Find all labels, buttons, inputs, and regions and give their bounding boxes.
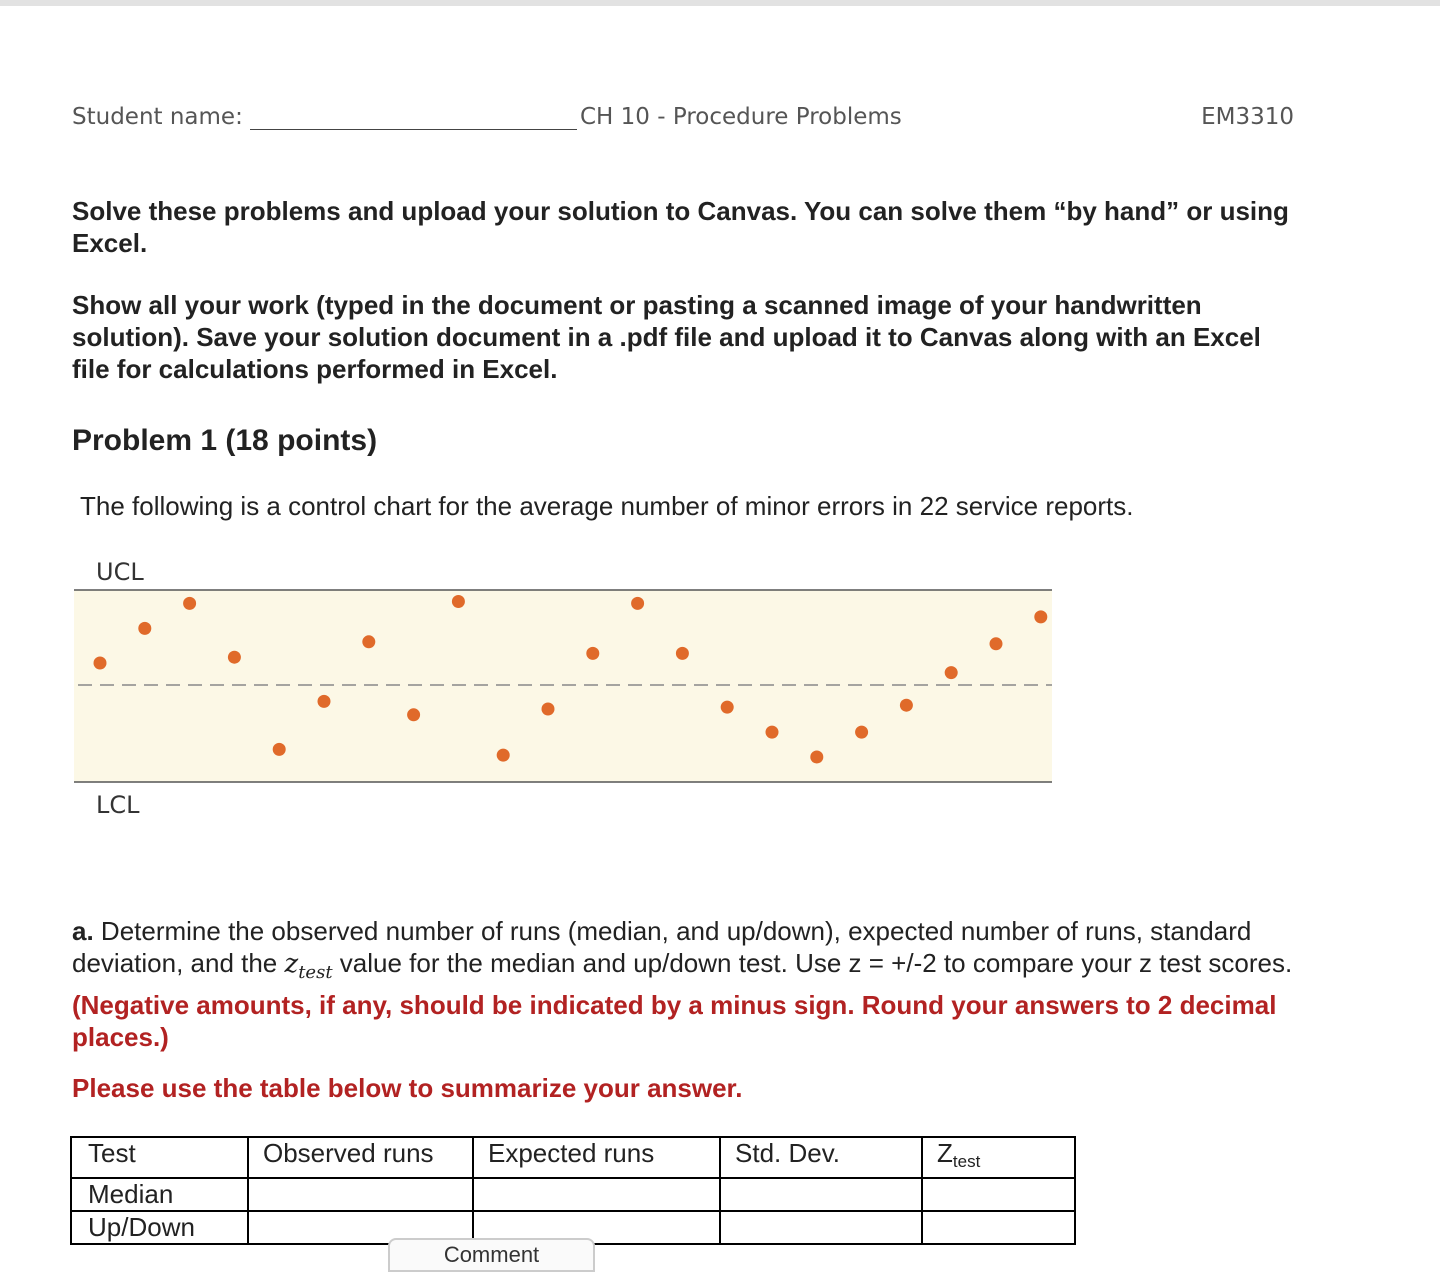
data-point-11 [542, 703, 555, 716]
data-point-8 [407, 708, 420, 721]
instructions-paragraph-1: Solve these problems and upload your solution to Canvas. You can solve them “by hand” or using Excel. [72, 196, 1289, 258]
control-chart [70, 545, 1060, 835]
data-point-3 [183, 597, 196, 610]
header-observed-runs: Observed runs [248, 1137, 473, 1178]
data-point-14 [676, 647, 689, 660]
ucl-label: UCL [96, 558, 144, 586]
question-a-label: a. [72, 916, 94, 946]
table-row [71, 1178, 1075, 1211]
data-point-4 [228, 651, 241, 664]
z-test-symbol [284, 949, 333, 984]
table-header-row [71, 1137, 1075, 1178]
document-title: CH 10 - Procedure Problems [580, 104, 902, 130]
header-z-test [922, 1137, 1075, 1178]
data-point-20 [945, 666, 958, 679]
data-point-12 [586, 647, 599, 660]
z-subscript: test [298, 962, 333, 984]
course-code: EM3310 [1201, 104, 1294, 130]
answer-table [70, 1136, 1076, 1245]
header-expected-runs: Expected runs [473, 1137, 720, 1178]
median-std-dev-cell[interactable] [720, 1178, 922, 1211]
data-point-22 [1034, 610, 1047, 623]
data-point-16 [766, 726, 779, 739]
question-a-text-2: value for the median and up/down test. Use z = +/-2 to compare your z test scores. [332, 948, 1293, 978]
median-observed-cell[interactable] [248, 1178, 473, 1211]
problem-description: The following is a control chart for the average number of minor errors in 22 service reports. [80, 491, 1134, 521]
rounding-instruction: (Negative amounts, if any, should be indicated by a minus sign. Round your answers to 2 decimal places.) [72, 990, 1277, 1053]
data-point-19 [900, 699, 913, 712]
question-a [72, 915, 1312, 1053]
data-point-15 [721, 701, 734, 714]
data-point-2 [138, 622, 151, 635]
student-name-label: Student name: [72, 104, 243, 130]
data-point-5 [273, 743, 286, 756]
updown-std-dev-cell[interactable] [720, 1211, 922, 1244]
data-point-9 [452, 595, 465, 608]
z-symbol: z [284, 949, 299, 979]
lcl-label: LCL [96, 791, 140, 819]
data-point-1 [94, 657, 107, 670]
student-name-blank [250, 129, 577, 130]
data-point-21 [990, 637, 1003, 650]
data-point-7 [362, 635, 375, 648]
header-test: Test [71, 1137, 248, 1178]
median-z-test-cell[interactable] [922, 1178, 1075, 1211]
data-point-10 [497, 749, 510, 762]
z-header-subscript: test [952, 1152, 981, 1171]
data-point-13 [631, 597, 644, 610]
row-label-up-down: Up/Down [71, 1211, 248, 1244]
header-std-dev: Std. Dev. [720, 1137, 922, 1178]
data-point-18 [855, 726, 868, 739]
comment-button[interactable]: Comment [388, 1238, 595, 1272]
updown-z-test-cell[interactable] [922, 1211, 1075, 1244]
top-border [0, 0, 1440, 6]
control-band [74, 590, 1052, 782]
instructions-paragraph-2: Show all your work (typed in the document or pasting a scanned image of your handwritten solution). Save your solution document in a .pdf file and upload it to Canvas along with an Excel file for calculations performed in Excel. [72, 290, 1261, 384]
data-point-17 [810, 751, 823, 764]
problem-title: Problem 1 (18 points) [72, 424, 378, 457]
table-note: Please use the table below to summarize your answer. [72, 1073, 743, 1103]
median-expected-cell[interactable] [473, 1178, 720, 1211]
z-header-symbol: Z [937, 1138, 953, 1168]
data-point-6 [318, 695, 331, 708]
question-a-text-1: Determine the observed number of runs (median, and up/down), expected number of runs, standard deviation, and the [72, 916, 1252, 978]
row-label-median: Median [71, 1178, 248, 1211]
